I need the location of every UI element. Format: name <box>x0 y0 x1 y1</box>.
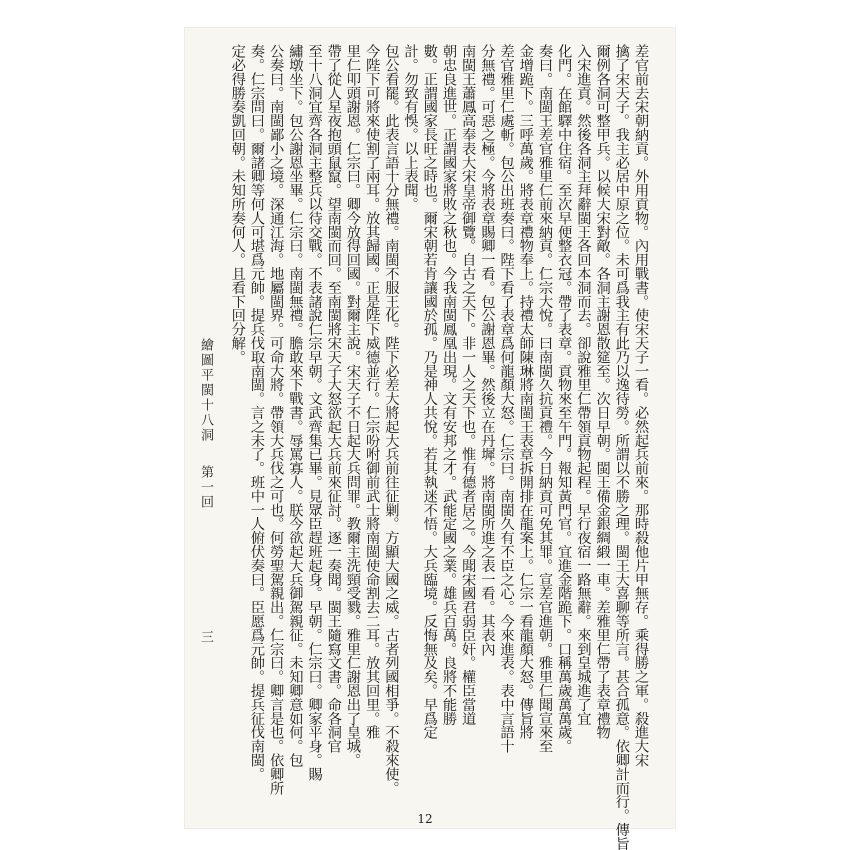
text-column: 爾例各洞可整甲兵。以候大宋對敵。各洞主謝恩散筵至。次日早朝。閩王備金銀綢緞一車。差雅里仁帶了表章禮物 <box>594 44 611 739</box>
chapter-label: 第一回 <box>198 465 213 510</box>
text-column: 分無禮。可惡之極。今將表章賜卿一看。包公謝恩畢。然後立在丹墀。將南閩所進之表一看。其表內 <box>479 44 496 656</box>
text-column: 數。正謂國家長旺之時也。爾宋朝若肯讓國於孤。乃是神人共悅。若其執迷不悟。大兵臨境。反悔無及矣。早爲定 <box>421 44 438 739</box>
text-column: 公奏曰。南閩鄙小之境。深通江海。地屬閩界。可命大將。帶領大兵伐之可也。何勞聖駕親出。仁宗曰。卿言是也。依卿所 <box>268 44 285 795</box>
text-column: 計。勿致有悞。以上表聞。 <box>402 44 419 211</box>
page-number: 12 <box>417 812 433 826</box>
text-column: 今陛下可將來使割了兩耳。放其歸國。正是陛下威德並行。仁宗吩咐御前武士將南閩使命割去二耳。放其回里。雅 <box>364 44 381 739</box>
text-column: 奏曰。南閩王差官雅里仁前來納貢。仁宗大悅。曰南閩久抗貢禮。今日納貢可免其罪。宣差官進朝。雅里仁聞宣來至 <box>536 44 553 753</box>
text-column: 朝忠良進世。正謂國家將敗之秋也。今我南閩鳳凰出現。文有安邦之才。武能定國之業。雄兵百萬。良將不能勝 <box>440 44 457 726</box>
text-column: 入宋進貢。然後各洞主拜辭閩王各回本洞而去。卻說雅里仁帶領貢物起程。早行夜宿一路無辭。來到皇城進了宜 <box>575 44 592 726</box>
leaf-number: 三 <box>198 630 213 645</box>
text-column: 包公看罷。此表言語十分無禮。南閩不服王化。陛下必差大將起大兵前往征剿。方顯大國之威。古者列國相爭。不殺來使。 <box>383 44 400 795</box>
text-column: 繡墩坐下。包公謝恩坐畢。仁宗曰。南閩無禮。膽敢來下戰書。辱罵寡人。朕今欲起大兵御駕親征。未知卿意如何。包 <box>287 44 304 767</box>
text-column: 至十八洞宜齊各洞主整兵以待交戰。不表諸說仁宗早朝。文武齊集已畢。見眾臣趕班起身。早朝。仁宗曰。卿家平身。賜 <box>306 44 323 781</box>
text-column: 奏。仁宗問曰。爾諸卿等何人可堪爲元帥。提兵伐取南閩。言之未了。班中一人俯伏奏曰。臣愿爲元帥。提兵征伐南閩。 <box>248 44 265 781</box>
running-header <box>196 338 214 758</box>
text-column: 金增跪下。三呼萬歲。將表章禮物奉上。持禮太師陳琳將南閩王表章拆開排在龍案上。仁宗一看龍顏大怒。傳旨將 <box>517 44 534 739</box>
text-column: 差官雅里仁處斬。包公出班奏曰。陛下看了表章爲何龍顏大怒。仁宗曰。南閩久有不臣之心。今來進表。表中言語十 <box>498 44 515 753</box>
text-column: 南閩王蕭鳳高奉表大宋皇帝御覽。自古之天下。非一人之天下也。惟有德者居之。今聞宋國君弱臣奸。權臣當道 <box>460 44 477 726</box>
text-column: 化門。在館驛中住宿。至次早便整衣冠。帶了表章。貢物來至午門。報知黃門官。宜進金階跪下。口稱萬歲萬萬歲。 <box>556 44 573 753</box>
text-column: 擒了宋天子。我主必居中原之位。未可爲我主有此乃以逸待勞。所謂以不勝之理。閩王大喜聊等所言。甚合孤意。依卿計而行。傳旨 <box>613 44 630 850</box>
text-column: 定必得勝奏凱回朝。未知所奏何人。且看下回分解。 <box>229 44 246 364</box>
running-title: 繪圖平閩十八洞 <box>198 338 213 443</box>
text-column: 帶了從人星夜抱頭鼠竄。望南閩而回。至南閩將宋天子大怒欲起大兵前來征討。逐一奏聞。閩王隨寫文書。命各洞官 <box>325 44 342 753</box>
text-column: 差官前去宋朝納貢。外用貢物。內用戰書。使宋天子一看。必然起兵前來。那時殺他片甲無存。乘得勝之軍。殺進大宋 <box>633 44 649 767</box>
text-column: 里仁叩頭謝恩。仁宗曰。卿今放得回國。對爾主說。宋天子不日起大兵問罪。教爾主洗頸受戮。雅里仁謝恩出了皇城。 <box>344 44 361 767</box>
